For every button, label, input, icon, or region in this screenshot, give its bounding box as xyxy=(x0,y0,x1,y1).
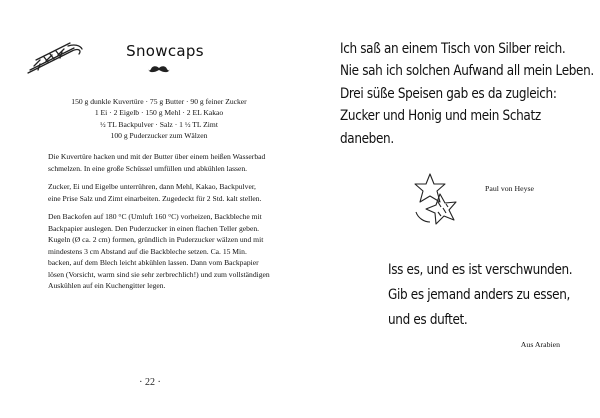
ingredient-line: 1 Ei · 2 Eigelb · 150 g Mehl · 2 EL Kakao xyxy=(94,108,224,118)
sled-icon xyxy=(24,40,86,78)
page-number: · 22 · xyxy=(139,377,161,388)
ingredient-line: ½ TL Backpulver · Salz · 1 ½ TL Zimt xyxy=(100,119,218,129)
star-cookies-icon xyxy=(410,172,468,228)
poem-line: Drei süße Speisen gab es da zugleich: xyxy=(340,85,557,102)
poem-verse xyxy=(340,38,594,150)
ingredient-line: 100 g Puderzucker zum Wälzen xyxy=(110,130,208,140)
poem-verse xyxy=(388,258,573,332)
instruction-paragraph: Die Kuvertüre hacken und mit der Butter über einem heißen Wasserbad schmelzen. In eine große Schüssel umfüllen und abkühlen lassen. xyxy=(48,152,266,173)
right-page xyxy=(300,0,600,418)
ingredient-list xyxy=(50,96,268,141)
poem-line: Zucker und Honig und mein Schatz xyxy=(340,108,541,125)
recipe-title: Snowcaps xyxy=(126,42,204,60)
ingredient-line: 150 g dunkle Kuvertüre · 75 g Butter · 90 g feiner Zucker xyxy=(71,97,247,106)
poem-line: Iss es, und es ist verschwunden. xyxy=(388,262,573,278)
poem-line: daneben. xyxy=(340,130,394,147)
poem-author: Aus Arabien xyxy=(520,340,560,349)
poem-line: und es duftet. xyxy=(388,311,468,328)
poem-line: Ich saß an einem Tisch von Silber reich. xyxy=(340,41,566,57)
poem-line: Nie sah ich solchen Aufwand all mein Leben. xyxy=(340,63,594,80)
poem-line: Gib es jemand anders zu essen, xyxy=(388,286,570,303)
recipe-instructions xyxy=(48,151,270,299)
poem-author: Paul von Heyse xyxy=(485,184,534,193)
instruction-paragraph: Zucker, Ei und Eigelbe unterrühren, dann Mehl, Kakao, Backpulver, eine Prise Salz und Zimt einarbeiten. Zugedeckt für 2 Std. kalt stellen. xyxy=(48,182,262,203)
instruction-paragraph: Den Backofen auf 180 °C (Umluft 160 °C) vorheizen, Backbleche mit Backpapier auslegen. Den Puderzucker in einen flachen Teller geben. Kugeln (Ø ca. 2 cm) formen, gründlich in Puderzucker wälzen und mit mindestens 3 cm Abstand auf die Backbleche setzen. Ca. 15 Min. backen, auf dem Blech leicht abkühlen lassen. Dann vom Backpapier lösen (Vorsicht, warm sind sie sehr zerbrechlich!) und zum vollständigen Auskühlen auf ein Kuchengitter legen. xyxy=(48,212,270,290)
mustache-icon xyxy=(148,64,170,74)
